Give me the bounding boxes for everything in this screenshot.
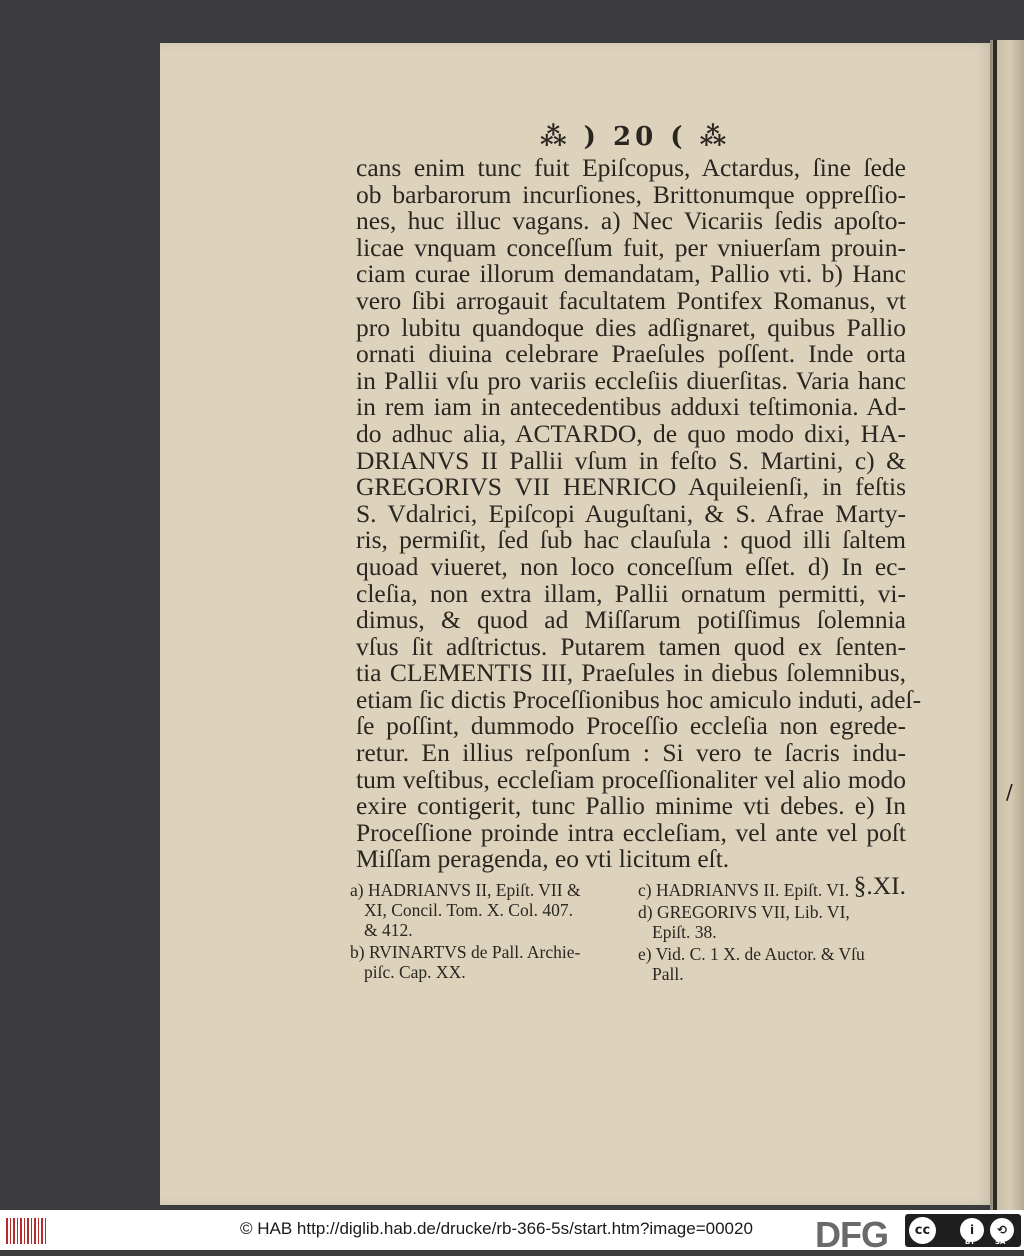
footnote (638, 944, 913, 984)
catchword: §.XI. (853, 871, 906, 901)
body-line: nes, huc illuc vagans. a) Nec Vicariis ſedis apoſto- (356, 206, 906, 236)
footnote-line: Epiſt. 38. (652, 922, 717, 942)
body-line: pro lubitu quandoque dies adſignaret, quibus Pallio (356, 312, 906, 342)
body-line: cans enim tunc fuit Epiſcopus, Actardus, ſine ſede (356, 153, 906, 182)
body-line: vſus ſit adſtrictus. Putarem tamen quod ex ſenten- (356, 631, 906, 661)
body-line: ſe poſſint, dummodo Proceſſio eccleſia non egrede- (356, 711, 906, 741)
body-line: tia CLEMENTIS III, Praeſules in diebus ſolemnibus, (356, 658, 906, 688)
body-line: dimus, & quod ad Miſſarum potiſſimus ſolemnia (356, 605, 906, 635)
body-line: Proceſſione proinde intra eccleſiam, vel ante vel poſt (356, 817, 906, 847)
cc-icon: cc (909, 1217, 936, 1244)
body-line: in rem iam in antecedentibus adduxi teſtimonia. Ad- (356, 392, 906, 422)
copyright-link[interactable]: © HAB http://diglib.hab.de/drucke/rb-366-5s/start.htm?image=00020 (240, 1219, 753, 1238)
dfg-logo: DFG (815, 1214, 888, 1255)
body-line: retur. En illius reſponſum : Si vero te ſacris indu- (356, 738, 906, 768)
body-line: ciam curae illorum demandatam, Pallio vti. b) Hanc (356, 259, 906, 289)
body-line: do adhuc alia, ACTARDO, de quo modo dixi, HA- (356, 418, 906, 448)
page-gutter-shadow (993, 40, 997, 1210)
body-line: vero ſibi arrogauit facultatem Pontifex Romanus, vt (356, 285, 906, 315)
footnote-line: a) HADRIANVS II, Epiſt. VII & (350, 880, 581, 900)
body-text (356, 153, 922, 901)
body-line: ornati diuina celebrare Praeſules poſſent. Inde orta (356, 339, 906, 369)
footnote-line: e) Vid. C. 1 X. de Auctor. & Vſu (638, 944, 865, 964)
sa-icon: ⟲ (990, 1218, 1014, 1242)
footnote-line: c) HADRIANVS II. Epiſt. VI. (638, 880, 850, 900)
footnote-line: piſc. Cap. XX. (364, 962, 466, 982)
margin-mark: / (1006, 780, 1013, 804)
footnote-line: b) RVINARTVS de Pall. Archie- (350, 942, 581, 962)
body-line: quoad viueret, non loco conceſſum eſſet. d) In ec- (356, 551, 906, 581)
body-line: licae vnquam conceſſum fuit, per vniuerſam prouin- (356, 232, 906, 262)
footnotes-left-column (350, 880, 625, 984)
footnote-line: XI, Concil. Tom. X. Col. 407. (364, 900, 573, 920)
hab-logo-icon (6, 1218, 48, 1244)
footer-bar (0, 1210, 1024, 1255)
footnote (638, 902, 913, 942)
footnote (350, 880, 625, 940)
body-line: tum veſtibus, eccleſiam proceſſionaliter vel alio modo (356, 764, 906, 794)
footnote-line: d) GREGORIVS VII, Lib. VI, (638, 902, 850, 922)
body-line: ob barbarorum incurſiones, Brittonumque oppreſſio- (356, 179, 906, 209)
body-line: DRIANVS II Pallii vſum in feſto S. Martini, c) & (356, 445, 906, 475)
body-line: ris, permiſit, ſed ſub hac clauſula : quod illi ſaltem (356, 525, 906, 555)
body-line: GREGORIVS VII HENRICO Aquileienſi, in feſtis (356, 472, 906, 502)
body-line: exire contigerit, tunc Pallio minime vti debes. e) In (356, 791, 906, 821)
body-line: etiam ſic dictis Proceſſionibus hoc amiculo induti, adeſ- (356, 684, 922, 714)
body-line: Miſſam peragenda, eo vti licitum eſt. (356, 844, 730, 874)
footnote-line: Pall. (652, 964, 684, 984)
cc-license-badge[interactable] (905, 1214, 1021, 1247)
by-icon: i (960, 1218, 984, 1242)
body-line: cleſia, non extra illam, Pallii ornatum permitti, vi- (356, 578, 906, 608)
footnote (638, 880, 913, 900)
running-head: ⁂ ) 20 ( ⁂ (540, 122, 731, 152)
footnote (350, 942, 625, 982)
by-label: BY (965, 1238, 976, 1246)
footnote-line: & 412. (364, 920, 413, 940)
body-line: in Pallii vſu pro variis eccleſiis diuerſitas. Varia hanc (356, 365, 906, 395)
body-line: S. Vdalrici, Epiſcopi Auguſtani, & S. Afrae Marty- (356, 498, 906, 528)
footnotes-right-column (638, 880, 913, 986)
sa-label: SA (995, 1238, 1006, 1246)
